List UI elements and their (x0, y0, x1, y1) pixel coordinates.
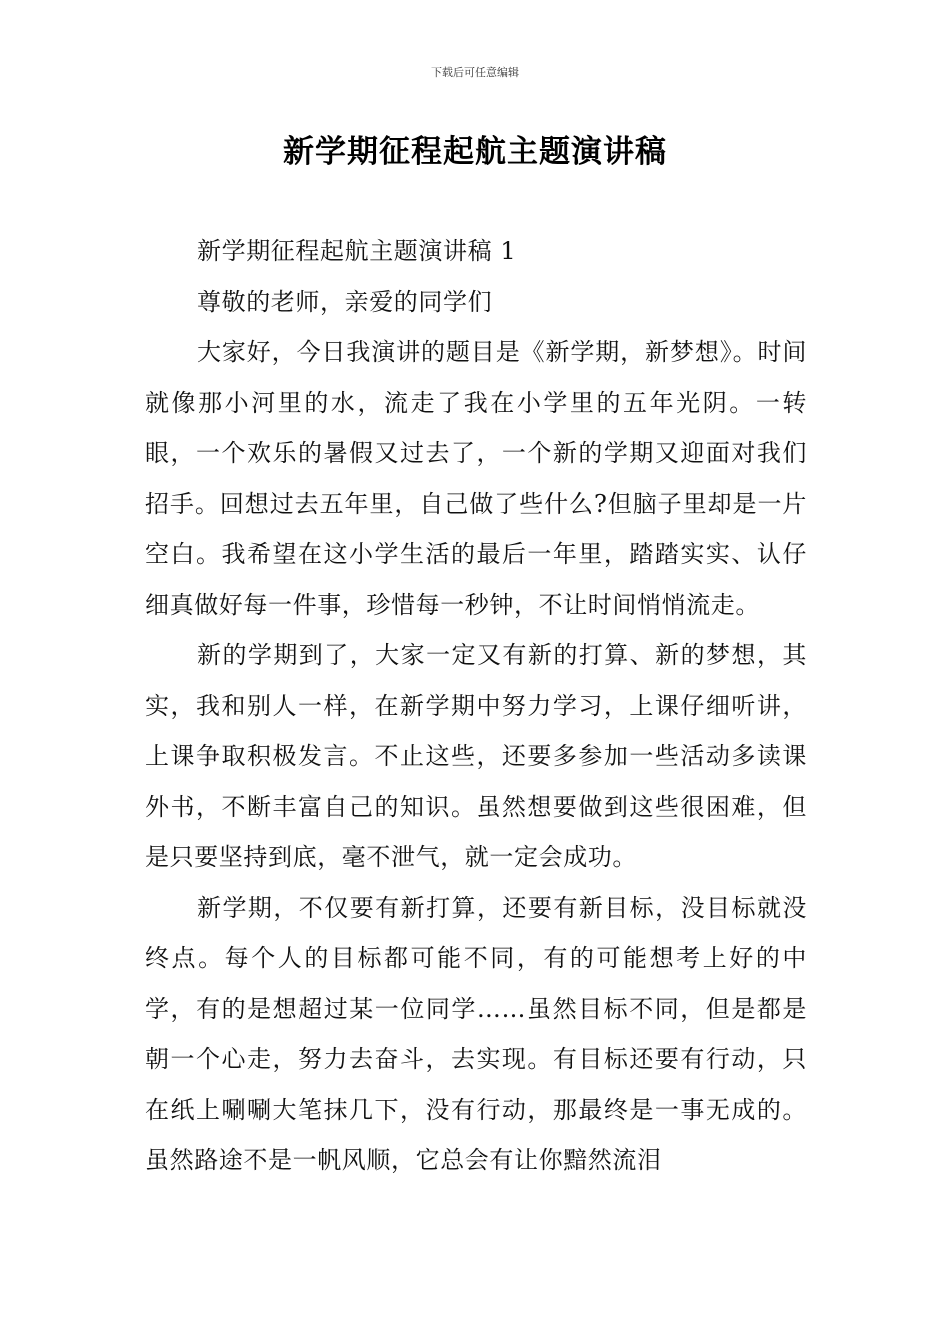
section-heading: 新学期征程起航主题演讲稿 1 (197, 237, 517, 265)
paragraph: 新学期，不仅要有新打算，还要有新目标，没目标就没终点。每个人的目标都可能不同，有的可能想考上好的中学，有的是想超过某一位同学……虽然目标不同，但是都是朝一个心走，努力去奋斗，去实现。有目标还要有行动，只在纸上唰唰大笔抹几下，没有行动，那最终是一事无成的。虽然路途不是一帆风顺，它总会有让你黯然流泪 (145, 893, 807, 1174)
salutation: 尊敬的老师，亲爱的同学们 (197, 287, 493, 316)
document-body (145, 226, 807, 1186)
header-note: 下载后可任意编辑 (431, 66, 519, 79)
paragraph: 新的学期到了，大家一定又有新的打算、新的梦想，其实，我和别人一样，在新学期中努力学习，上课仔细听讲，上课争取积极发言。不止这些，还要多参加一些活动多读课外书，不断丰富自己的知识。虽然想要做到这些很困难，但是只要坚持到底，毫不泄气，就一定会成功。 (145, 641, 807, 871)
paragraph: 大家好，今日我演讲的题目是《新学期，新梦想》。时间就像那小河里的水，流走了我在小学里的五年光阴。一转眼，一个欢乐的暑假又过去了，一个新的学期又迎面对我们招手。回想过去五年里，自己做了些什么?但脑子里却是一片空白。我希望在这小学生活的最后一年里，踏踏实实、认仔细真做好每一件事，珍惜每一秒钟，不让时间悄悄流走。 (145, 338, 807, 619)
document-title: 新学期征程起航主题演讲稿 (283, 134, 667, 170)
